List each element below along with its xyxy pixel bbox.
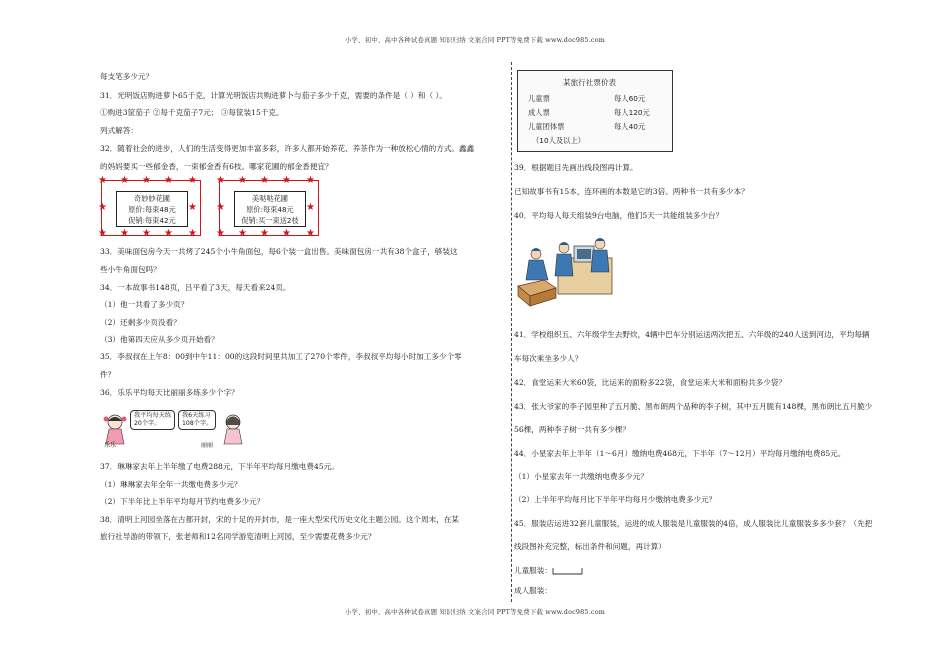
- lili-speech-line2: 108个字。: [182, 420, 213, 427]
- page-header: 小学、初中、高中各种试卷真题 知识归纳 文案合同 PPT等免费下载 www.doc985.com: [344, 36, 606, 44]
- lili-speech-line1: 我6天练习: [182, 412, 211, 419]
- price-value-adult: 每人120元: [614, 108, 650, 117]
- lele-speech-bubble: [130, 410, 175, 430]
- flower-sign-1-promo: 促销:每束42元: [128, 216, 176, 225]
- question-32-line2: 的妈妈要买一些郁金香，一束郁金香有6枝。哪家花圃的郁金香便宜？: [100, 162, 333, 171]
- question-31-options: ①购进3筐茄子 ②每千克茄子7元； ③每筐装15千克。: [100, 108, 284, 117]
- page-footer: 小学、初中、高中各种试卷真题 知识归纳 文案合同 PPT等免费下载 www.doc985.com: [344, 608, 606, 616]
- question-38-line1: 38．清明上河园坐落在古都开封，宋的十足的开封市，是一座大型宋代历史文化主题公园。这个周末，在某: [100, 515, 459, 524]
- question-44-part1: （1）小星家去年一共缴纳电费多少元？: [514, 472, 648, 481]
- flower-sign-2-original: 原价:每束48元: [246, 205, 294, 214]
- question-35-line2: 件？: [100, 370, 116, 379]
- question-37-part2: （2）下半年比上半年平均每月节约电费多少元？: [100, 497, 265, 506]
- price-value-child: 每人60元: [614, 94, 646, 103]
- price-label-group: 儿童团体票: [528, 122, 565, 131]
- question-38-line2: 旅行社导游的带领下，张老师和12名同学游览清明上河园，至少需要花费多少元？: [100, 532, 376, 541]
- question-36: 36．乐乐平均每天比丽丽多练多少个字？: [100, 388, 239, 397]
- kid-lili-figure: [218, 412, 248, 448]
- flower-sign-2: ★ ★ ★ ★ ★ ★ ★ ★ ★ ★ ★ ★ 美哒哒花圃 原价:每束48元 促销:买一束送2枝: [219, 180, 319, 236]
- flower-sign-1-original: 原价:每束48元: [128, 205, 176, 214]
- question-39-body: 已知故事书有15本，连环画的本数是它的3倍。两种书一共有多少本？: [514, 187, 749, 196]
- question-31-answer-label: 列式解答：: [100, 126, 138, 135]
- price-group-note: （10人及以上）: [532, 136, 586, 145]
- flower-sign-1: ★ ★ ★ ★ ★ ★ ★ ★ ★ ★ ★ ★ 奇妙妙花圃 原价:每束48元 促销:每束42元: [101, 180, 201, 236]
- question-43-line1: 43．张大爷家的李子园里种了五月脆、黑布朗两个品种的李子树，其中五月脆有148棵，黑布朗比五月脆少: [514, 402, 873, 411]
- ticket-price-table: [517, 70, 673, 152]
- question-42: 42．食堂运来大米60袋，比运来的面粉多22袋，食堂运来大米和面粉共多少袋？: [514, 378, 786, 387]
- question-34-part1: （1）他一共看了多少页？: [100, 300, 189, 309]
- question-43-line2: 56棵，两种李子树一共有多少棵？: [514, 425, 630, 434]
- question-45-line1: 45．服装店运进32套儿童服装，运进的成人服装是儿童服装的4倍，成人服装比儿童服装多多少套？（先把: [514, 519, 873, 528]
- computer-assembly-illustration: [514, 236, 614, 308]
- question-41-line2: 车每次乘坐多少人？: [514, 354, 583, 363]
- question-32-line1: 32．随着社会的进步，人们的生活变得更加丰富多彩，许多人都开始养花、养茶作为一种放松心情的方式。鑫鑫: [100, 144, 475, 153]
- question-34-part2: （2）还剩多少页没看？: [100, 318, 181, 327]
- lili-speech-bubble: [178, 410, 216, 430]
- question-37-part1: （1）琳琳家去年全年一共缴电费多少元？: [100, 480, 242, 489]
- question-45-line2: 线段图补充完整，标出条件和问题，再计算）: [514, 542, 666, 551]
- question-45-adult-label: 成人服装：: [514, 586, 552, 595]
- question-44-part2: （2）上半年平均每月比下半年平均每月少缴纳电费多少元？: [514, 495, 717, 504]
- price-label-adult: 成人票: [528, 108, 550, 117]
- question-33-line1: 33．美味面包房今天一共烤了245个小牛角面包，每6个装一盒出售。美味面包房一共有38个盒子，够装这: [100, 247, 458, 256]
- price-value-group: 每人40元: [614, 122, 646, 131]
- question-40: 40．平均每人每天组装9台电脑，他们5天一共能组装多少台？: [514, 211, 724, 220]
- ticket-price-title: 某旅行社票价表: [563, 78, 617, 87]
- flower-sign-2-promo: 促销:买一束送2枝: [241, 216, 299, 225]
- question-35-line1: 35．李叔叔在上午8：00到中午11：00的这段时间里共加工了270个零件，李叔叔平均每小时加工多少个零: [100, 352, 462, 361]
- flower-sign-2-name: 美哒哒花圃: [252, 194, 288, 203]
- flower-sign-2-board: [234, 191, 306, 227]
- kid-lele-label: 乐乐: [104, 442, 117, 449]
- flower-sign-1-name: 奇妙妙花圃: [134, 194, 170, 203]
- line-l0: 每支笔多少元？: [100, 72, 154, 81]
- question-39: 39．根据题目先画出线段图再计算。: [514, 163, 638, 172]
- child-segment-line: [552, 566, 584, 576]
- question-33-line2: 些小牛角面包吗？: [100, 265, 161, 274]
- column-divider: [511, 62, 512, 602]
- kid-lili-label: 丽丽: [201, 442, 214, 449]
- question-41-line1: 41．学校组织五、六年级学生去野炊，4辆中巴车分别运送两次把五、六年级的240人送到河边，平均每辆: [514, 330, 870, 339]
- question-34-part3: （3）他第四天应从多少页开始看？: [100, 335, 219, 344]
- question-45-child-label: 儿童服装：: [514, 566, 552, 575]
- price-label-child: 儿童票: [528, 94, 550, 103]
- question-37: 37．琳琳家去年上半年缴了电费288元，下半年平均每月缴电费45元。: [100, 462, 339, 471]
- lele-speech-line1: 我平均每天练: [134, 412, 172, 419]
- question-34: 34．一本故事书148页，吕平看了3天，每天看来24页。: [100, 283, 291, 292]
- question-44: 44．小星家去年上半年（1～6月）缴纳电费468元，下半年（7～12月）平均每月缴纳电费85元。: [514, 449, 846, 458]
- question-31: 31．光明饭店购进萝卜65千克，计算光明饭店共购进萝卜与茄子多少千克，需要的条件是（ ）和（ ）。: [100, 91, 447, 100]
- lele-speech-line2: 20个字。: [134, 420, 161, 427]
- flower-sign-1-board: [116, 191, 188, 227]
